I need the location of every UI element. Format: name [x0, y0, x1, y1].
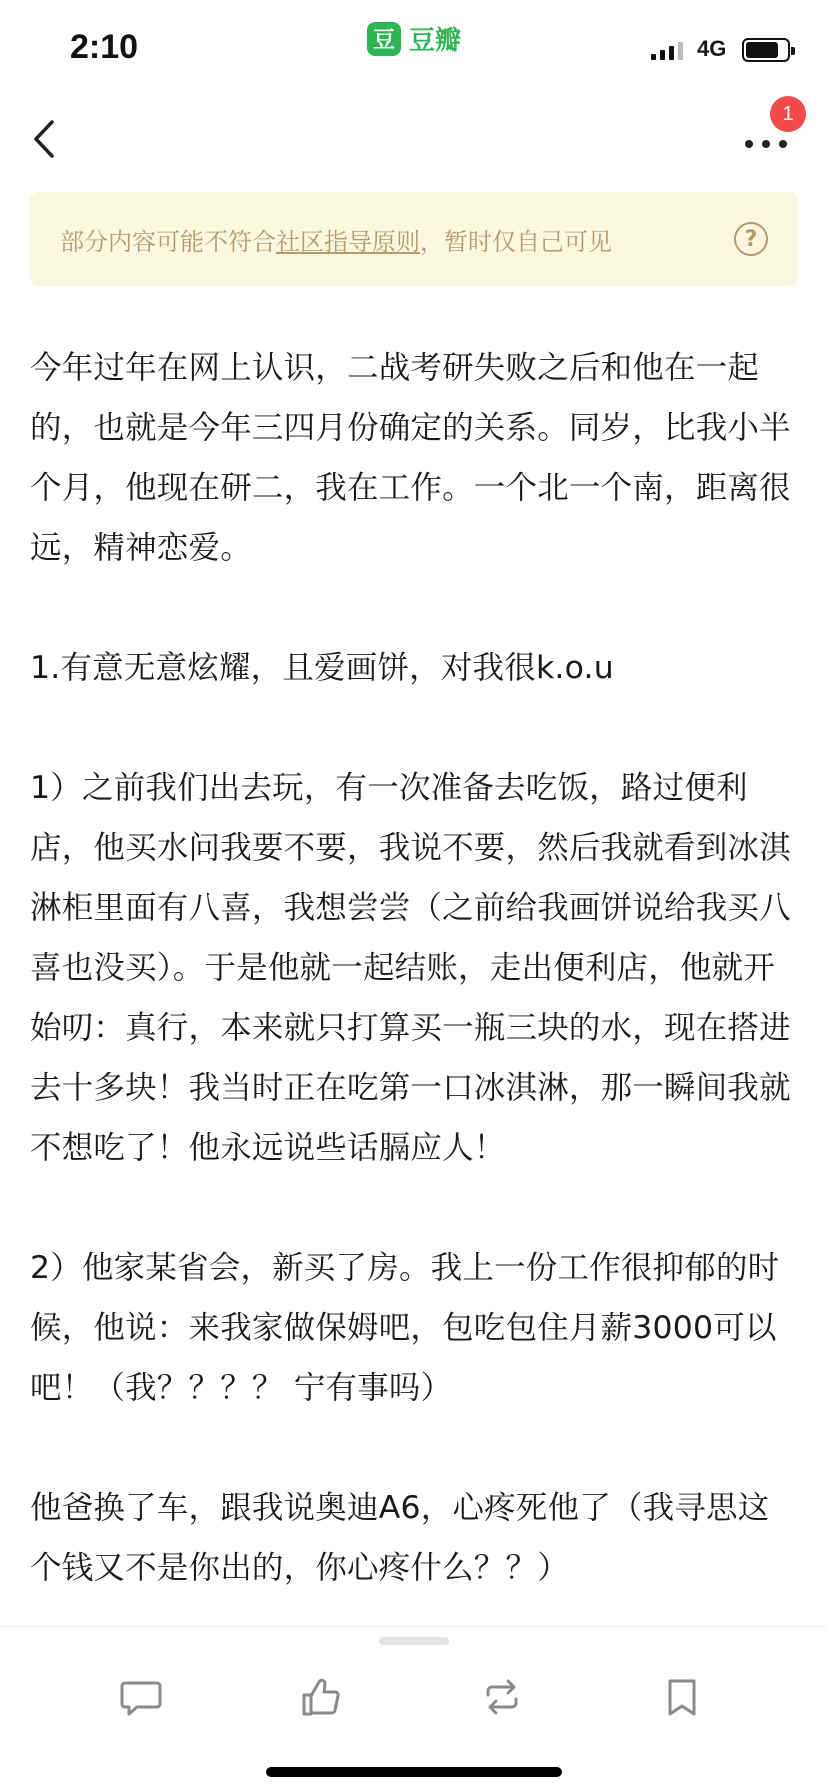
- douban-logo-icon: 豆: [367, 22, 401, 56]
- comment-icon[interactable]: [119, 1675, 163, 1719]
- help-icon[interactable]: ?: [734, 222, 768, 256]
- guidelines-link[interactable]: 社区指导原则: [276, 227, 420, 256]
- like-icon[interactable]: [299, 1675, 343, 1719]
- signal-icon: [651, 42, 683, 60]
- post-content: [30, 338, 798, 1598]
- notice-prefix: 部分内容可能不符合: [60, 227, 276, 256]
- bottom-action-bar: [0, 1626, 828, 1792]
- notice-text: [60, 222, 734, 257]
- battery-icon: [742, 38, 790, 62]
- status-time: 2:10: [70, 28, 139, 66]
- action-icons: [0, 1675, 828, 1725]
- app-name: 豆瓣: [409, 26, 462, 56]
- network-type: 4G: [697, 36, 727, 61]
- home-indicator[interactable]: [266, 1767, 562, 1777]
- notice-suffix: ，暂时仅自己可见: [420, 227, 612, 256]
- paragraph: 2）他家某省会，新买了房。我上一份工作很抑郁的时候，他说：来我家做保姆吧，包吃包住月薪3000可以吧！（我？？？？ 宁有事吗）: [30, 1250, 780, 1406]
- paragraph: 1.有意无意炫耀，且爱画饼，对我很k.o.u: [30, 650, 614, 686]
- app-indicator: [367, 20, 461, 57]
- paragraph: 他爸换了车，跟我说奥迪A6，心疼死他了（我寻思这个钱又不是你出的，你心疼什么？？）: [30, 1490, 770, 1586]
- paragraph: 1）之前我们出去玩，有一次准备去吃饭，路过便利店，他买水问我要不要，我说不要，然后我就看到冰淇淋柜里面有八喜，我想尝尝（之前给我画饼说给我买八喜也没买）。于是他就一起结账，走出便利店，他就开始叨：真行，本来就只打算买一瓶三块的水，现在搭进去十多块！我当时正在吃第一口冰淇淋，那一瞬间我就不想吃了！他永远说些话膈应人！: [30, 770, 791, 1166]
- notification-badge: 1: [770, 96, 806, 132]
- bookmark-icon[interactable]: [660, 1675, 704, 1719]
- nav-bar: [0, 96, 828, 186]
- chevron-left-icon[interactable]: [28, 114, 64, 164]
- repost-icon[interactable]: [480, 1675, 524, 1719]
- status-bar: [0, 0, 828, 96]
- paragraph: 今年过年在网上认识，二战考研失败之后和他在一起的，也就是今年三四月份确定的关系。同岁，比我小半个月，他现在研二，我在工作。一个北一个南，距离很远，精神恋爱。: [30, 350, 791, 566]
- visibility-notice: [30, 192, 798, 286]
- drag-handle[interactable]: [379, 1637, 449, 1645]
